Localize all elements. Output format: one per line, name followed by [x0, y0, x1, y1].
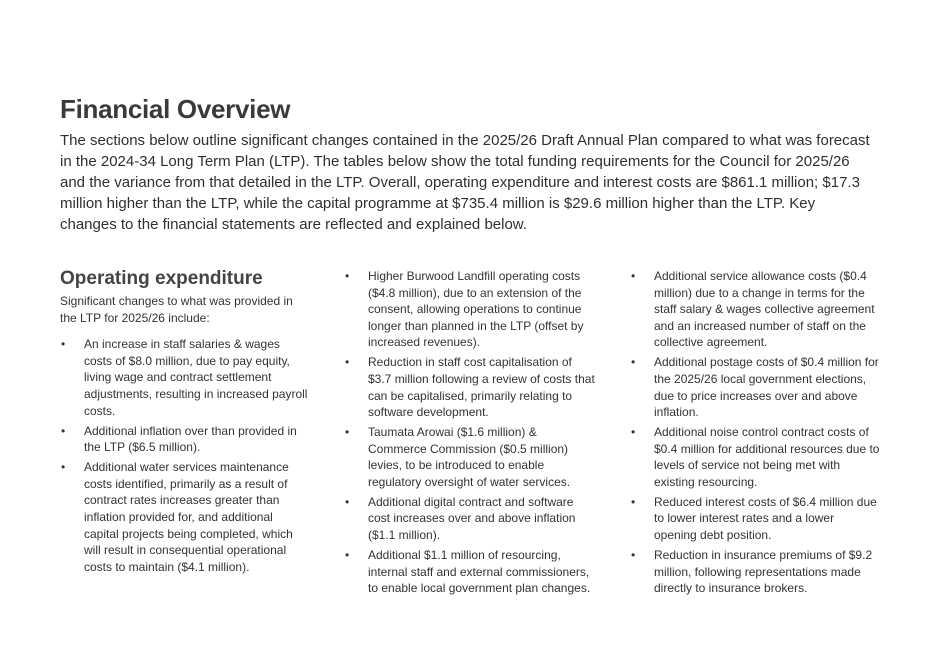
bullet-icon: • — [631, 494, 636, 509]
list-item — [344, 424, 596, 490]
bullet-icon: • — [631, 269, 636, 283]
list-item — [60, 336, 310, 419]
list-item-text: Additional service allowance costs ($0.4 million) due to a change in terms for the staff salary & wages collective agreement and an increased number of staff on the collective agreement. — [654, 269, 875, 350]
list-item — [630, 354, 880, 420]
bullet-icon: • — [631, 425, 636, 440]
bullet-icon: • — [345, 494, 350, 509]
list-item-text: An increase in staff salaries & wages costs of $8.0 million, due to pay equity, living wage and contract settlement adjustments, resulting in increased payroll costs. — [84, 337, 308, 418]
bullet-icon: • — [61, 423, 66, 438]
bullet-icon: • — [61, 337, 66, 352]
column-right — [630, 268, 880, 600]
list-item — [630, 547, 880, 597]
list-item-text: Additional $1.1 million of resourcing, internal staff and external commissioners, to enable local government plan changes. — [368, 548, 591, 596]
bullet-icon: • — [345, 425, 350, 440]
list-item — [344, 494, 596, 544]
list-item — [630, 494, 880, 544]
list-item-text: Additional inflation over than provided in the LTP ($6.5 million). — [84, 423, 297, 455]
bullet-icon: • — [61, 460, 66, 475]
list-item — [60, 423, 310, 456]
list-item — [344, 547, 596, 597]
bullet-list — [60, 336, 310, 575]
section-intro: Significant changes to what was provided in the LTP for 2025/26 include: — [60, 294, 293, 325]
bullet-icon: • — [345, 548, 350, 563]
intro-paragraph: The sections below outline significant changes contained in the 2025/26 Draft Annual Plan compared to what was forecast in the 2024-34 Long Term Plan (LTP). The tables below show the total funding requirements for the Council for 2025/26 and the variance from that detailed in the LTP. Overall, operating expenditure and interest costs are $861.1 million; $17.3 million higher than the LTP, while the capital programme at $735.4 million is $29.6 million higher than the LTP. Key changes to the financial statements are reflected and explained below. — [60, 132, 870, 233]
column-left — [60, 266, 310, 579]
bullet-icon: • — [631, 355, 636, 370]
list-item — [60, 459, 310, 575]
bullet-icon: • — [345, 355, 350, 370]
list-item — [344, 354, 596, 420]
bullet-list — [344, 268, 596, 597]
list-item-text: Additional postage costs of $0.4 million for the 2025/26 local government elections, due to price increases over and above inflation. — [654, 355, 879, 420]
list-item-text: Taumata Arowai ($1.6 million) & Commerce Commission ($0.5 million) levies, to be introduced to enable regulatory oversight of water services. — [368, 425, 571, 489]
bullet-list — [630, 268, 880, 597]
list-item-text: Additional water services maintenance costs identified, primarily as a result of contract rates increases greater than inflation provided for, and additional capital projects being completed, which will result in consequential operational costs to maintain ($4.1 million). — [84, 460, 293, 574]
bullet-icon: • — [345, 269, 350, 283]
list-item — [630, 424, 880, 490]
page-title: Financial Overview — [60, 94, 291, 124]
section-heading: Operating expenditure — [60, 268, 263, 289]
list-item-text: Additional digital contract and software cost increases over and above inflation ($1.1 million). — [368, 494, 576, 543]
list-item-text: Additional noise control contract costs of $0.4 million for additional resources due to levels of service not being met with existing resourcing. — [654, 425, 880, 489]
list-item-text: Reduced interest costs of $6.4 million due to lower interest rates and a lower opening debt position. — [654, 494, 877, 543]
column-middle — [344, 268, 596, 600]
list-item-text: Reduction in staff cost capitalisation of $3.7 million following a review of costs that can be capitalised, primarily relating to software development. — [368, 355, 595, 420]
list-item — [630, 268, 880, 351]
list-item-text: Higher Burwood Landfill operating costs ($4.8 million), due to an extension of the consent, allowing operations to continue longer than planned in the LTP (offset by increased revenues). — [368, 269, 584, 350]
list-item-text: Reduction in insurance premiums of $9.2 million, following representations made directly to insurance brokers. — [654, 548, 873, 596]
bullet-icon: • — [631, 548, 636, 563]
list-item — [344, 268, 596, 351]
